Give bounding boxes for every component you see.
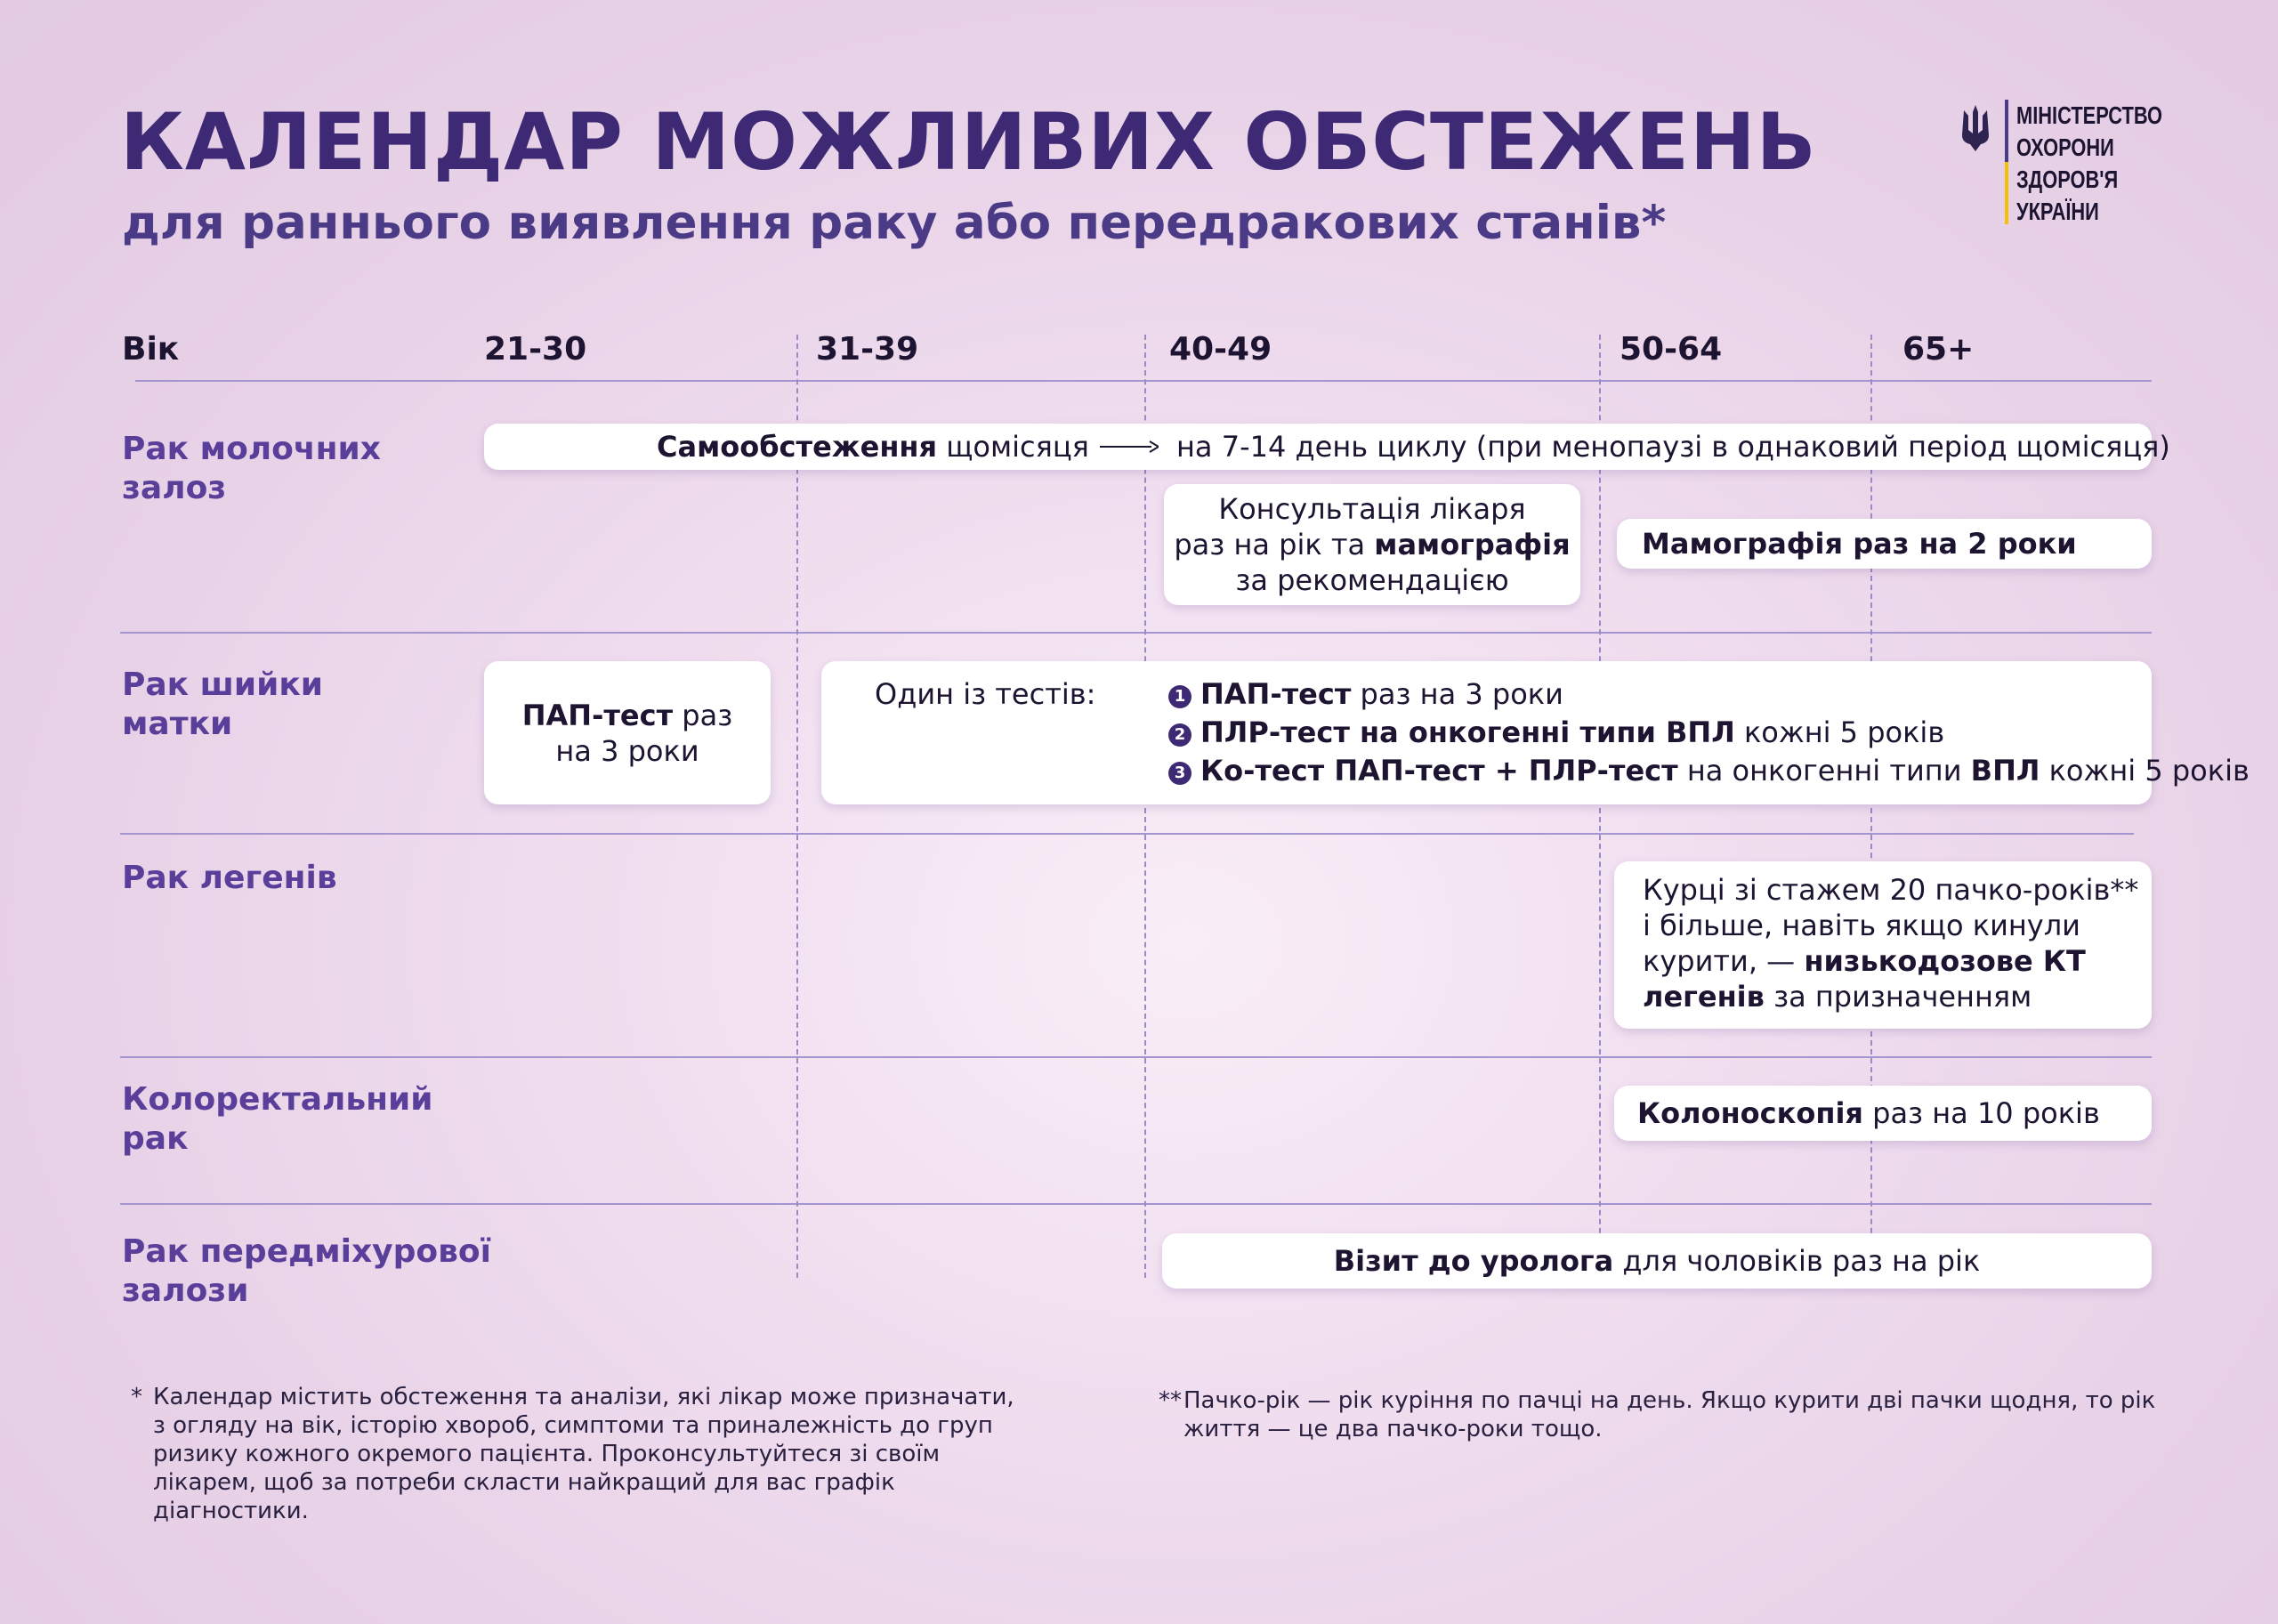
page-subtitle: для раннього виявлення раку або передракових станів* <box>122 196 1667 250</box>
column-divider <box>796 335 798 1278</box>
number-1-icon: 1 <box>1168 685 1192 708</box>
pap-test-line: ПАП-тест раз <box>521 698 733 732</box>
age-group: 65+ <box>1902 331 1975 368</box>
category-lung: Рак легенів <box>122 860 337 896</box>
consultation-line: раз на рік та мамографія <box>1174 528 1571 562</box>
urologist-text: Візит до уролога для чоловіків раз на рік <box>1333 1244 1981 1278</box>
arrow-right-icon <box>1100 440 1159 454</box>
one-of-tests-label: Один із тестів: <box>875 677 1096 711</box>
self-exam-pill <box>484 424 2170 470</box>
header-divider <box>135 380 2152 382</box>
footnote-2: Пачко-рік — рік куріння по пачці на день. Якщо курити дві пачки щодня, то рік життя — це два пачко-роки тощо. <box>1183 1387 2156 1442</box>
trident-icon <box>1958 103 1993 153</box>
age-group: 50-64 <box>1620 331 1723 368</box>
urologist-pill <box>1162 1233 2152 1289</box>
lung-line: і більше, навіть якщо кинули <box>1643 909 2080 942</box>
category-prostate: Рак передміхурової залози <box>122 1233 492 1309</box>
column-divider <box>1144 335 1146 1278</box>
category-breast: Рак молочних залоз <box>122 431 381 506</box>
age-label: Вік <box>122 331 180 368</box>
lung-line: Курці зі стажем 20 пачко-років** <box>1643 873 2139 907</box>
lung-line: легенів за призначенням <box>1643 980 2032 1014</box>
lung-line: курити, — низькодозове КТ <box>1643 944 2086 978</box>
footnote-mark: * <box>131 1384 142 1410</box>
consultation-line: Консультація лікаря <box>1218 492 1526 526</box>
pap-test-line: на 3 роки <box>555 733 699 768</box>
logo-divider <box>2005 100 2008 224</box>
category-cervical: Рак шийки матки <box>122 667 323 742</box>
test-option-1: 1 ПАП-тест раз на 3 роки <box>1168 677 1563 711</box>
self-exam-rest: щомісяця <box>937 430 1089 464</box>
logo-line: ЗДОРОВ'Я <box>2016 166 2119 193</box>
age-group: 40-49 <box>1169 331 1272 368</box>
test-option-2: 2 ПЛР-тест на онкогенні типи ВПЛ кожні 5 років <box>1168 715 1944 749</box>
row-divider <box>120 833 2134 835</box>
logo-line: МІНІСТЕРСТВО <box>2016 101 2163 129</box>
number-2-icon: 2 <box>1168 723 1192 747</box>
colonoscopy-text: Колоноскопія раз на 10 років <box>1637 1096 2100 1130</box>
pap-test-card <box>484 661 771 804</box>
row-divider <box>120 1203 2152 1205</box>
self-exam-text <box>657 430 1089 464</box>
logo-text <box>2016 100 2203 228</box>
column-divider <box>1599 335 1601 1278</box>
row-divider <box>120 1056 2152 1058</box>
logo-line: ОХОРОНИ <box>2016 133 2114 161</box>
mammography-pill <box>1617 519 2152 569</box>
consultation-line: за рекомендацією <box>1235 563 1509 597</box>
cycle-text: на 7-14 день циклу (при менопаузі в однаковий період щомісяця) <box>1176 430 2170 464</box>
page-title: КАЛЕНДАР МОЖЛИВИХ ОБСТЕЖЕНЬ <box>120 96 1817 188</box>
lung-ct-card <box>1614 861 2152 1029</box>
row-divider <box>120 632 2152 634</box>
cervical-tests-card <box>821 661 2250 804</box>
logo-line: УКРАЇНИ <box>2016 198 2099 225</box>
footnote-1: Календар містить обстеження та аналізи, які лікар може призначати, з огляду на вік, історію хвороб, симптоми та приналежність до груп ризику кожного окремого пацієнта. Проконсультуйтеся зі своїм лікарем, щоб за потреби скласти найкращий для вас графік діагностики. <box>153 1384 1014 1524</box>
number-3-icon: 3 <box>1168 762 1192 785</box>
consultation-card <box>1164 484 1580 605</box>
colonoscopy-pill <box>1614 1086 2152 1141</box>
test-option-3: 3 Ко-тест ПАП-тест + ПЛР-тест на онкогенні типи ВПЛ кожні 5 років <box>1168 754 2250 788</box>
category-colorectal: Колоректальний рак <box>122 1081 433 1157</box>
age-group: 31-39 <box>816 331 919 368</box>
mammography-text: Мамографія раз на 2 роки <box>1642 527 2077 561</box>
footnote-mark: ** <box>1159 1387 1182 1414</box>
ministry-logo <box>1958 100 2171 233</box>
self-exam-bold: Самообстеження <box>657 430 938 464</box>
age-group: 21-30 <box>484 331 587 368</box>
